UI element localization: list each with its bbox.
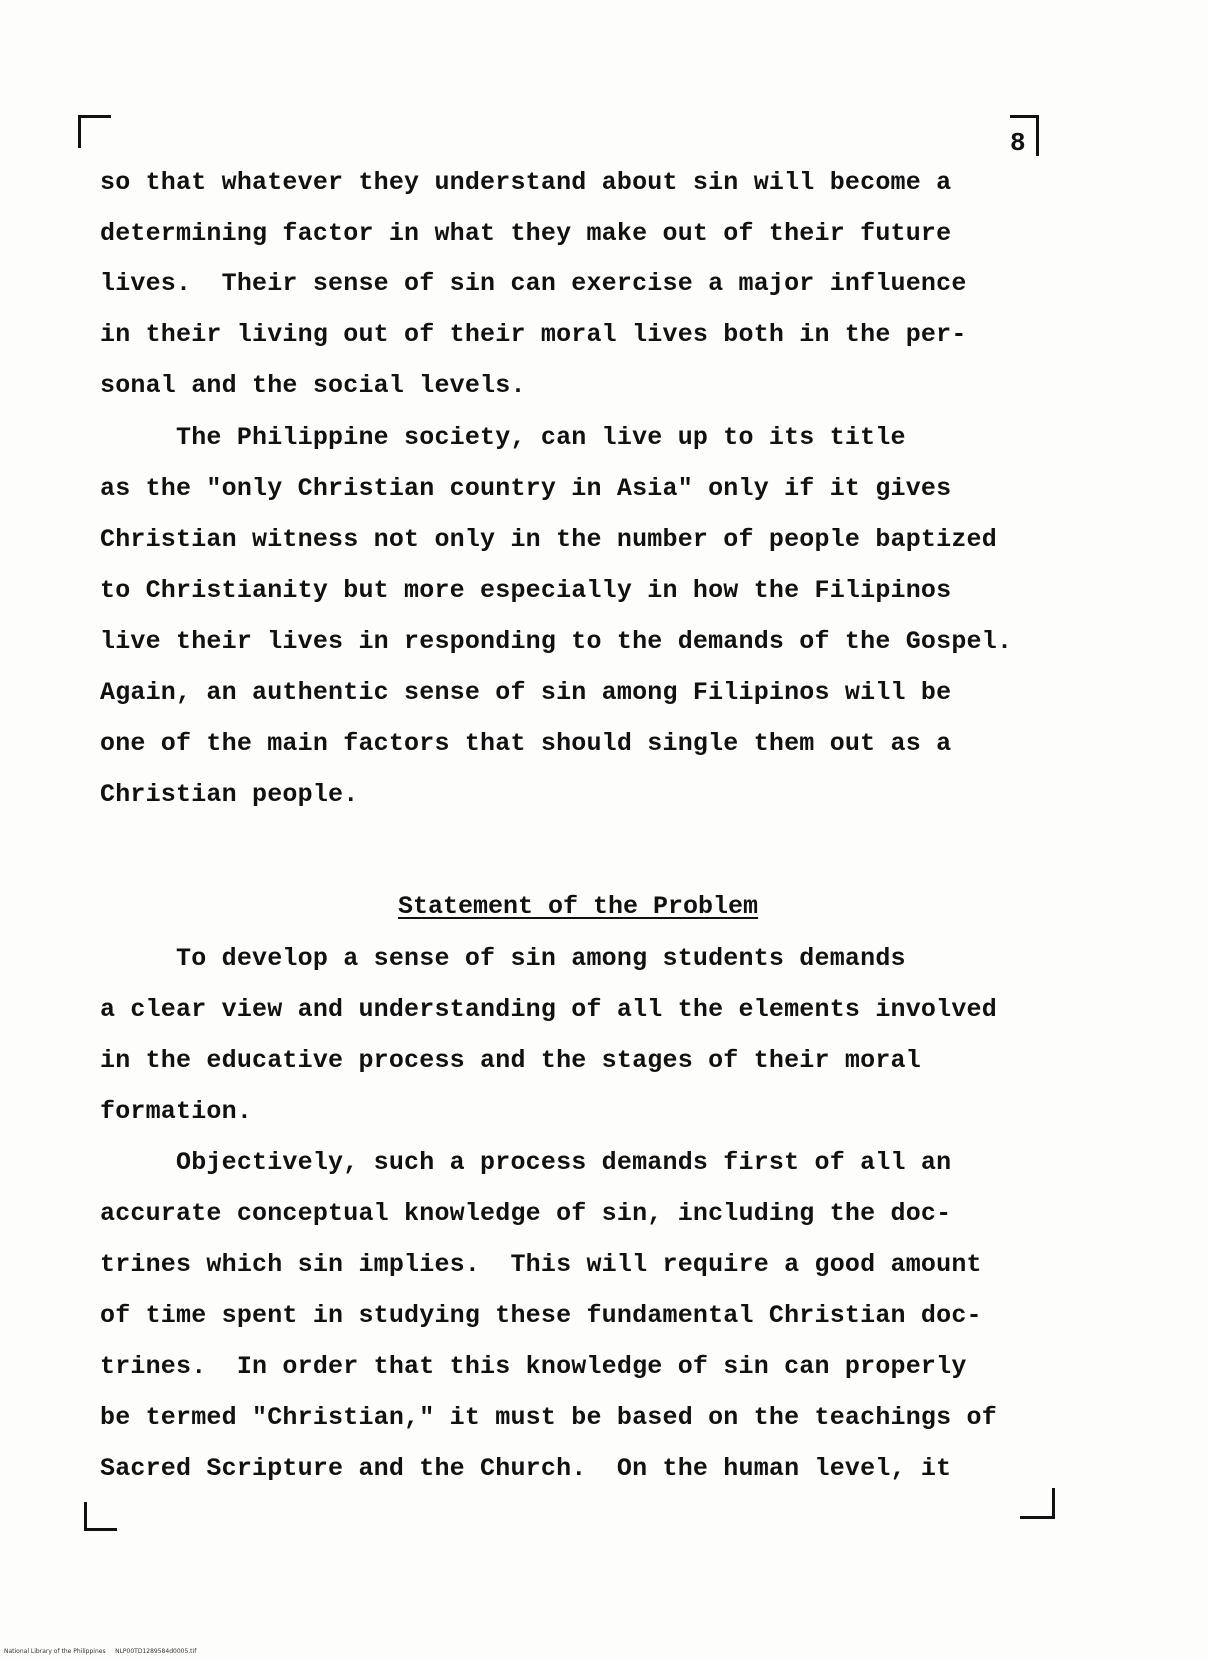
page-number: 8 <box>1010 128 1026 158</box>
crop-mark-bottom-right <box>1020 1488 1055 1519</box>
scan-footer: National Library of the Philippines NLP00TD1289584d0005.tif <box>4 1648 197 1655</box>
text-line: accurate conceptual knowledge of sin, including the doc- <box>100 1199 952 1228</box>
text-line: as the "only Christian country in Asia" only if it gives <box>100 474 952 503</box>
text-line: be termed "Christian," it must be based on the teachings of <box>100 1403 997 1432</box>
text-line: Objectively, such a process demands first of all an <box>100 1148 952 1177</box>
crop-mark-bottom-left <box>84 1502 117 1531</box>
text-line: in the educative process and the stages of their moral <box>100 1046 921 1075</box>
text-line: so that whatever they understand about sin will become a <box>100 168 952 197</box>
text-line: one of the main factors that should single them out as a <box>100 729 952 758</box>
section-heading: Statement of the Problem <box>398 892 759 921</box>
text-line: in their living out of their moral lives both in the per- <box>100 320 967 349</box>
text-line: Again, an authentic sense of sin among Filipinos will be <box>100 678 952 707</box>
text-line: To develop a sense of sin among students demands <box>100 944 906 973</box>
text-line: Christian witness not only in the number of people baptized <box>100 525 997 554</box>
text-line: trines. In order that this knowledge of sin can properly <box>100 1352 967 1381</box>
text-line: a clear view and understanding of all the elements involved <box>100 995 997 1024</box>
text-line: Christian people. <box>100 780 359 809</box>
text-line: of time spent in studying these fundamental Christian doc- <box>100 1301 982 1330</box>
text-line: live their lives in responding to the demands of the Gospel. <box>100 627 1013 656</box>
text-line: trines which sin implies. This will require a good amount <box>100 1250 982 1279</box>
text-line: sonal and the social levels. <box>100 371 526 400</box>
text-line: formation. <box>100 1097 253 1126</box>
crop-mark-top-left <box>78 115 111 148</box>
text-line: determining factor in what they make out of their future <box>100 219 952 248</box>
text-line: to Christianity but more especially in how the Filipinos <box>100 576 952 605</box>
text-line: lives. Their sense of sin can exercise a major influence <box>100 269 967 298</box>
text-line: The Philippine society, can live up to its title <box>100 423 906 452</box>
text-line: Sacred Scripture and the Church. On the human level, it <box>100 1454 952 1483</box>
